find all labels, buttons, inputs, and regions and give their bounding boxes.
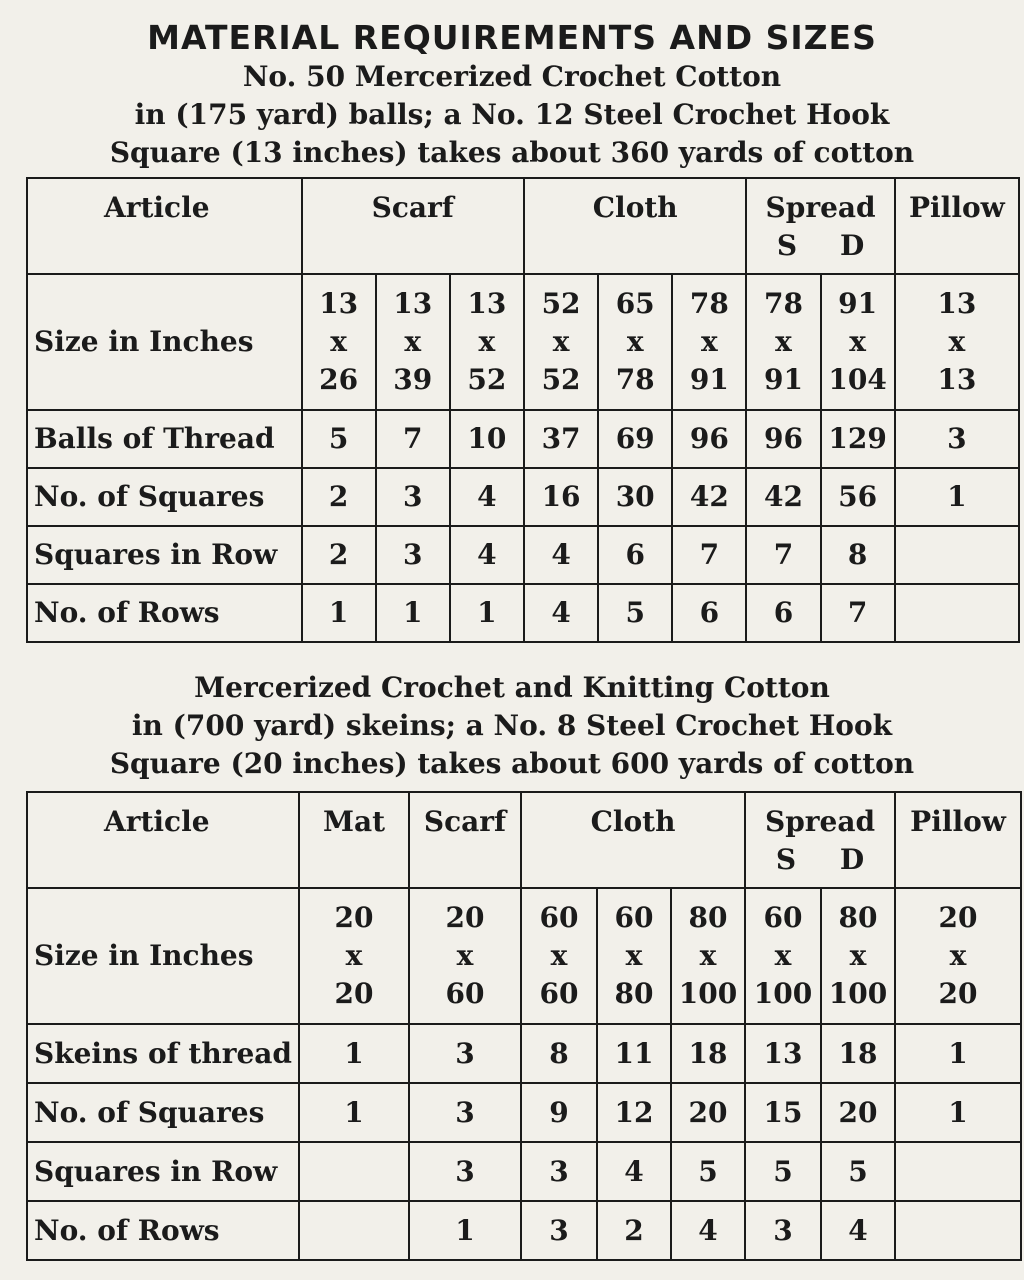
row-label-size: Size in Inches [27, 274, 302, 410]
size-cell [598, 274, 672, 410]
table-cell: 4 [524, 584, 598, 642]
size-width: 78 [689, 287, 729, 320]
size-width: 13 [319, 287, 359, 320]
size-width: 13 [467, 287, 507, 320]
size-cell [521, 888, 597, 1024]
table-cell: 6 [598, 526, 672, 584]
section1-intro-line: Square (13 inches) takes about 360 yards of cotton [109, 136, 915, 169]
header-article: Article [27, 792, 299, 888]
size-cell [299, 888, 409, 1024]
size-cell [745, 888, 821, 1024]
table-cell: 20 [671, 1083, 745, 1142]
table-cell: 9 [521, 1083, 597, 1142]
table-header-row [27, 178, 1019, 274]
row-label: No. of Rows [27, 1201, 299, 1260]
header-spread-d: D [839, 843, 865, 876]
table-cell: 6 [672, 584, 746, 642]
size-width: 65 [615, 287, 655, 320]
size-x: x [330, 325, 347, 358]
table-cell: 3 [409, 1024, 521, 1083]
size-height: 100 [828, 977, 888, 1010]
size-x: x [478, 325, 496, 358]
size-cell [895, 888, 1021, 1024]
table-row [27, 526, 1019, 584]
table-cell: 42 [746, 468, 820, 526]
size-x: x [701, 325, 718, 358]
size-width: 20 [445, 901, 485, 934]
table-cell: 15 [745, 1083, 821, 1142]
size-height: 20 [938, 977, 978, 1010]
table-cell: 3 [409, 1142, 521, 1201]
table-row [27, 1142, 1021, 1201]
size-cell [671, 888, 745, 1024]
table-cell: 18 [821, 1024, 895, 1083]
row-label: No. of Squares [27, 468, 302, 526]
size-height: 100 [678, 977, 738, 1010]
table-row-size [27, 888, 1021, 1024]
table-row [27, 1024, 1021, 1083]
header-pillow: Pillow [895, 178, 1019, 274]
size-cell [302, 274, 376, 410]
header-spread-sub [747, 227, 893, 265]
row-label: Squares in Row [27, 526, 302, 584]
size-width: 60 [763, 901, 803, 934]
table-cell: 4 [597, 1142, 671, 1201]
table-cell: 37 [524, 410, 598, 468]
size-x: x [699, 939, 717, 972]
size-cell [597, 888, 671, 1024]
table-cell: 5 [745, 1142, 821, 1201]
table-cell: 96 [672, 410, 746, 468]
size-cell [409, 888, 521, 1024]
requirements-table-1 [26, 177, 1020, 643]
table-cell: 4 [524, 526, 598, 584]
table-cell: 4 [450, 468, 524, 526]
table-cell: 56 [821, 468, 895, 526]
size-x: x [849, 325, 866, 358]
table-cell: 2 [302, 526, 376, 584]
table-cell: 1 [895, 468, 1019, 526]
size-height: 20 [334, 977, 374, 1010]
row-label: No. of Squares [27, 1083, 299, 1142]
table-cell: 1 [450, 584, 524, 642]
table-cell: 5 [821, 1142, 895, 1201]
row-label-size: Size in Inches [27, 888, 299, 1024]
section2-intro-line: Square (20 inches) takes about 600 yards of cotton [109, 747, 915, 780]
row-label: Balls of Thread [27, 410, 302, 468]
header-spread-d: D [839, 229, 865, 262]
table-cell: 96 [746, 410, 820, 468]
table-cell: 12 [597, 1083, 671, 1142]
table-cell: 3 [376, 526, 450, 584]
size-x: x [949, 939, 967, 972]
size-cell [450, 274, 524, 410]
table-cell [895, 1142, 1021, 1201]
size-x: x [625, 939, 643, 972]
size-cell [524, 274, 598, 410]
section1-intro-line: No. 50 Mercerized Crochet Cotton [242, 60, 782, 93]
header-article: Article [27, 178, 302, 274]
table-cell [299, 1142, 409, 1201]
table-cell [895, 526, 1019, 584]
table-cell: 7 [821, 584, 895, 642]
header-mat: Mat [299, 792, 409, 888]
table-header-row [27, 792, 1021, 888]
header-spread [745, 792, 895, 888]
section1-intro-line: in (175 yard) balls; a No. 12 Steel Crochet Hook [134, 98, 890, 131]
table-cell: 1 [409, 1201, 521, 1260]
table-cell: 7 [376, 410, 450, 468]
table-row [27, 584, 1019, 642]
table-cell: 69 [598, 410, 672, 468]
size-x: x [626, 325, 644, 358]
size-height: 52 [467, 363, 507, 396]
table-cell: 3 [376, 468, 450, 526]
size-cell [672, 274, 746, 410]
table-cell: 3 [895, 410, 1019, 468]
size-width: 60 [614, 901, 654, 934]
table-cell: 11 [597, 1024, 671, 1083]
row-label: Skeins of thread [27, 1024, 299, 1083]
header-scarf: Scarf [409, 792, 521, 888]
table-cell: 16 [524, 468, 598, 526]
table-row [27, 1201, 1021, 1260]
header-spread-label: Spread [764, 805, 876, 838]
section1-intro [0, 58, 1024, 172]
header-scarf: Scarf [302, 178, 524, 274]
table-cell: 30 [598, 468, 672, 526]
size-width: 60 [539, 901, 579, 934]
table-cell: 5 [671, 1142, 745, 1201]
table-cell: 20 [821, 1083, 895, 1142]
size-height: 80 [614, 977, 654, 1010]
size-width: 20 [938, 901, 978, 934]
section2-intro-line: Mercerized Crochet and Knitting Cotton [194, 671, 830, 704]
size-width: 20 [334, 901, 374, 934]
table-row-size [27, 274, 1019, 410]
section2-intro-line: in (700 yard) skeins; a No. 8 Steel Crochet Hook [131, 709, 893, 742]
table-cell: 10 [450, 410, 524, 468]
table-cell: 1 [299, 1024, 409, 1083]
table-cell: 8 [521, 1024, 597, 1083]
table-cell: 13 [745, 1024, 821, 1083]
table-cell: 3 [521, 1201, 597, 1260]
size-x: x [948, 325, 966, 358]
size-height: 60 [539, 977, 579, 1010]
table-cell: 5 [302, 410, 376, 468]
size-height: 60 [445, 977, 485, 1010]
size-height: 100 [753, 977, 813, 1010]
table-cell: 6 [746, 584, 820, 642]
table-row [27, 410, 1019, 468]
size-width: 13 [393, 287, 433, 320]
table-cell: 7 [746, 526, 820, 584]
row-label: No. of Rows [27, 584, 302, 642]
table-cell: 1 [895, 1083, 1021, 1142]
table-row [27, 1083, 1021, 1142]
table-cell: 7 [672, 526, 746, 584]
size-x: x [552, 325, 570, 358]
size-height: 52 [541, 363, 581, 396]
size-x: x [456, 939, 474, 972]
header-spread-s: S [776, 229, 798, 262]
size-height: 91 [689, 363, 729, 396]
table-row [27, 468, 1019, 526]
table-cell: 1 [299, 1083, 409, 1142]
size-height: 13 [937, 363, 977, 396]
header-cloth: Cloth [521, 792, 745, 888]
size-x: x [775, 325, 792, 358]
size-height: 39 [393, 363, 433, 396]
size-x: x [404, 325, 422, 358]
table-cell: 18 [671, 1024, 745, 1083]
size-width: 91 [838, 287, 878, 320]
requirements-table-2 [26, 791, 1022, 1261]
header-spread-label: Spread [765, 191, 876, 224]
table-cell: 3 [745, 1201, 821, 1260]
size-cell [376, 274, 450, 410]
size-x: x [345, 939, 363, 972]
size-x: x [849, 939, 867, 972]
table-cell [895, 584, 1019, 642]
table-cell: 4 [671, 1201, 745, 1260]
size-height: 91 [764, 363, 803, 396]
size-cell [895, 274, 1019, 410]
table-cell: 3 [521, 1142, 597, 1201]
table-cell: 1 [376, 584, 450, 642]
header-spread-s: S [775, 843, 797, 876]
table-cell: 1 [895, 1024, 1021, 1083]
size-height: 78 [615, 363, 655, 396]
table-cell [299, 1201, 409, 1260]
table-cell: 3 [409, 1083, 521, 1142]
size-width: 52 [541, 287, 581, 320]
header-spread-sub [746, 841, 894, 879]
table-cell: 2 [597, 1201, 671, 1260]
size-cell [821, 274, 895, 410]
size-height: 26 [319, 363, 359, 396]
table-cell: 1 [302, 584, 376, 642]
table-cell: 42 [672, 468, 746, 526]
size-width: 13 [937, 287, 977, 320]
header-pillow: Pillow [895, 792, 1021, 888]
header-spread [746, 178, 894, 274]
size-cell [821, 888, 895, 1024]
size-width: 80 [688, 901, 728, 934]
size-height: 104 [828, 363, 887, 396]
size-x: x [774, 939, 792, 972]
table-cell [895, 1201, 1021, 1260]
table-cell: 8 [821, 526, 895, 584]
size-x: x [550, 939, 568, 972]
table-cell: 4 [821, 1201, 895, 1260]
size-width: 78 [764, 287, 803, 320]
section2-intro [0, 669, 1024, 783]
table-cell: 129 [821, 410, 895, 468]
page-title: MATERIAL REQUIREMENTS AND SIZES [147, 18, 877, 57]
row-label: Squares in Row [27, 1142, 299, 1201]
table-cell: 4 [450, 526, 524, 584]
header-cloth: Cloth [524, 178, 746, 274]
size-cell [746, 274, 820, 410]
table-cell: 5 [598, 584, 672, 642]
size-width: 80 [838, 901, 878, 934]
table-cell: 2 [302, 468, 376, 526]
